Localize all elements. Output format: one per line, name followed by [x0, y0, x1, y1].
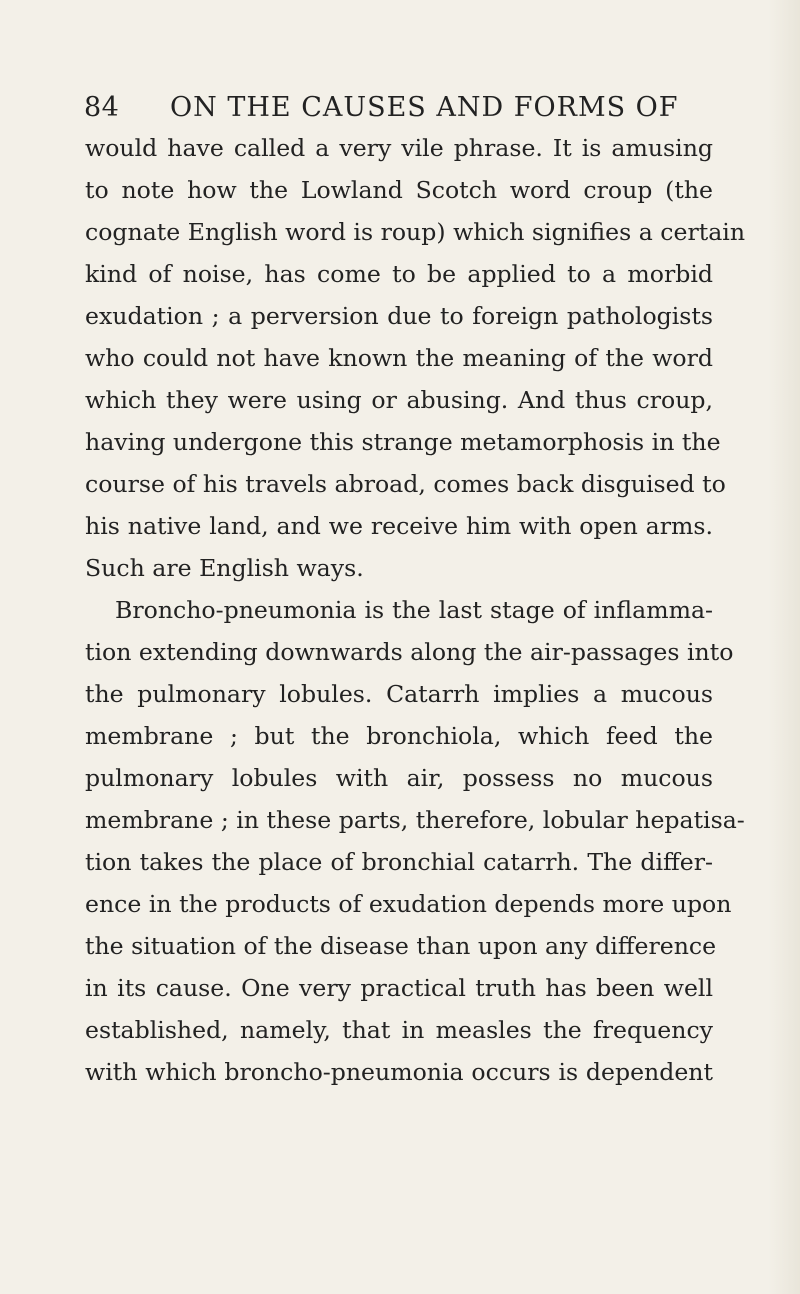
- text-line: Broncho-pneumonia is the last stage of inflamma-: [115, 596, 713, 624]
- page-header: [84, 88, 724, 128]
- text-line: tion extending downwards along the air-passages into: [85, 638, 734, 666]
- text-line: tion takes the place of bronchial catarrh. The differ-: [85, 848, 713, 876]
- running-head: ON THE CAUSES AND FORMS OF: [170, 92, 679, 123]
- text-line: with which broncho-pneumonia occurs is dependent: [85, 1058, 713, 1086]
- text-line: the situation of the disease than upon any difference: [85, 932, 717, 960]
- text-line: the pulmonary lobules. Catarrh implies a mucous: [85, 680, 713, 708]
- text-line: membrane ; in these parts, therefore, lobular hepatisa-: [85, 806, 745, 834]
- text-line: exudation ; a perversion due to foreign pathologists: [85, 302, 713, 330]
- text-line: Such are English ways.: [85, 554, 364, 582]
- text-line: in its cause. One very practical truth has been well: [85, 974, 713, 1002]
- text-line: pulmonary lobules with air, possess no mucous: [85, 764, 713, 792]
- page-number: 84: [84, 92, 120, 123]
- text-line: his native land, and we receive him with open arms.: [85, 512, 713, 540]
- text-line: kind of noise, has come to be applied to a morbid: [85, 260, 713, 288]
- text-line: would have called a very vile phrase. It is amusing: [85, 134, 713, 162]
- text-line: who could not have known the meaning of the word: [85, 344, 713, 372]
- text-line: which they were using or abusing. And thus croup,: [85, 386, 713, 414]
- text-line: ence in the products of exudation depends more upon: [85, 890, 732, 918]
- text-line: having undergone this strange metamorphosis in the: [85, 428, 721, 456]
- text-line: to note how the Lowland Scotch word croup (the: [85, 176, 713, 204]
- text-line: membrane ; but the bronchiola, which feed the: [85, 722, 713, 750]
- text-line: established, namely, that in measles the frequency: [85, 1016, 713, 1044]
- body-text: [85, 127, 746, 1093]
- text-line: course of his travels abroad, comes back disguised to: [85, 470, 726, 498]
- text-line: cognate English word is roup) which signifies a certain: [85, 218, 746, 246]
